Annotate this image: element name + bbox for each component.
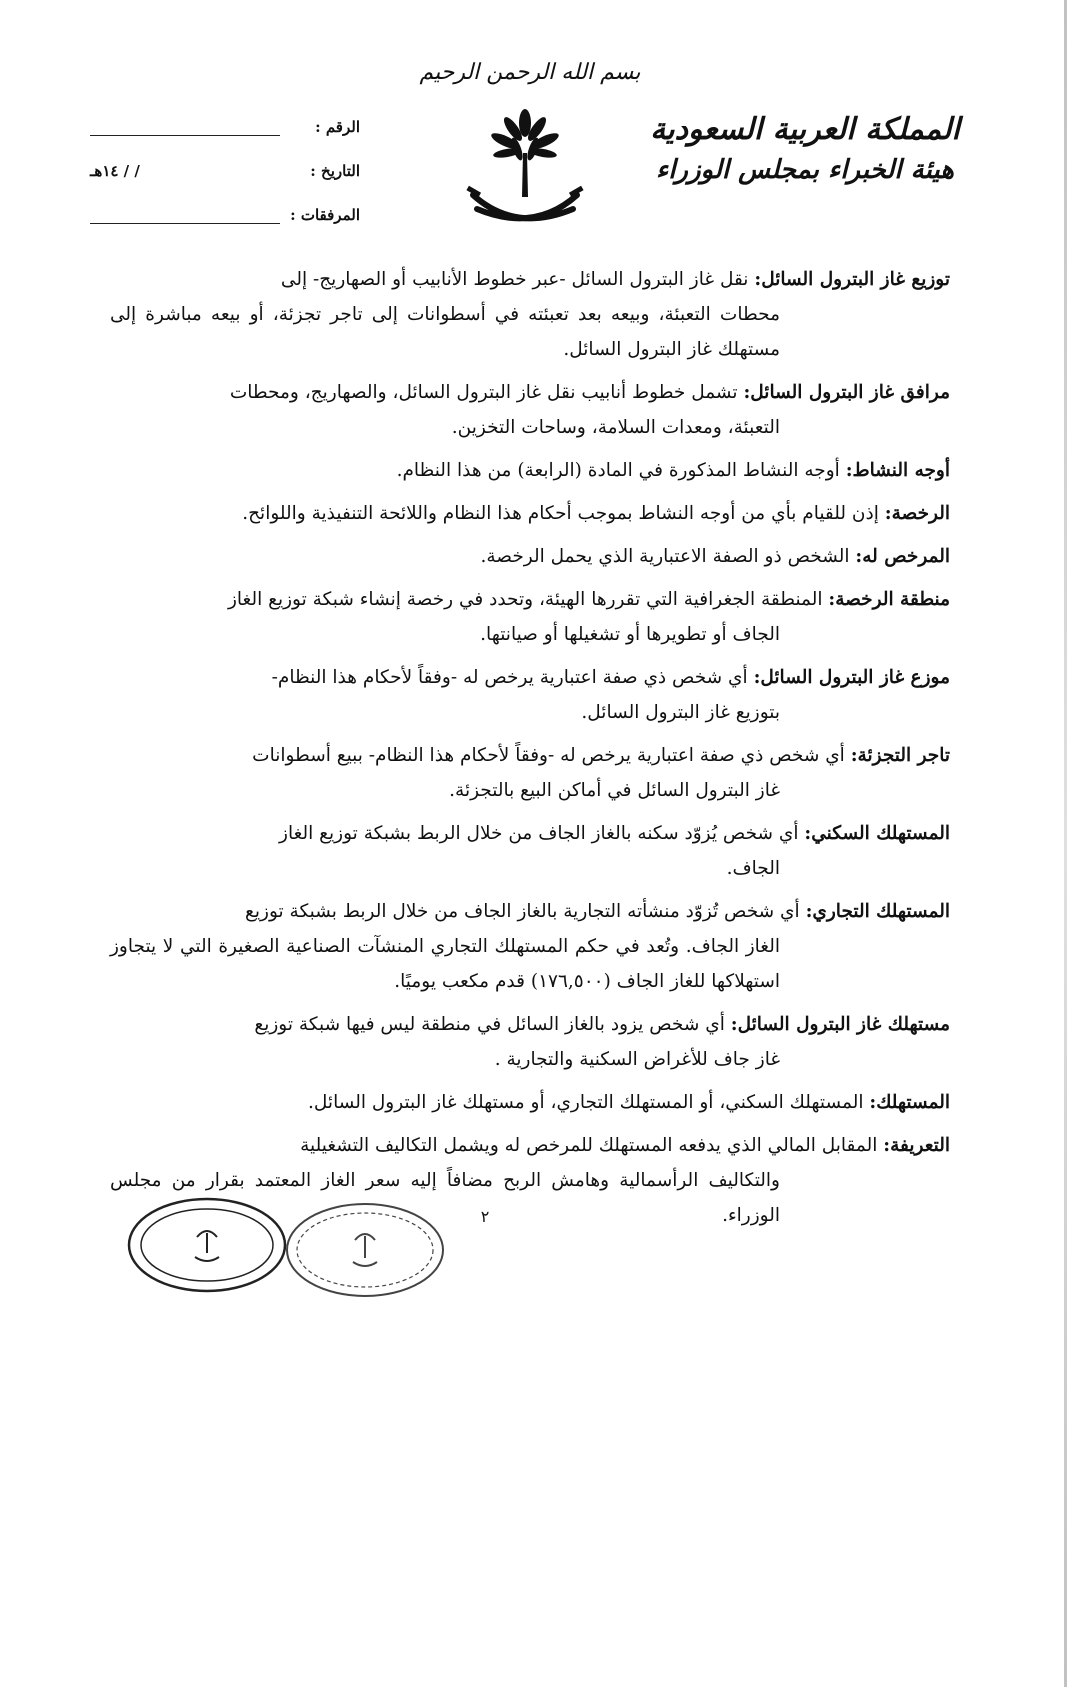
definition-entry xyxy=(110,582,950,652)
definition-entry xyxy=(110,816,950,886)
definition-continuation: غاز جاف للأغراض السكنية والتجارية . xyxy=(494,1049,780,1070)
definition-text: أي شخص يزود بالغاز السائل في منطقة ليس فيها شبكة توزيع xyxy=(254,1014,725,1035)
definitions-list xyxy=(110,262,950,1241)
basmala: بسم الله الرحمن الرحيم xyxy=(419,60,641,85)
definition-entry xyxy=(110,660,950,730)
date-row xyxy=(90,156,360,186)
definition-continuation: الجاف أو تطويرها أو تشغيلها أو صيانتها. xyxy=(480,624,780,645)
ref-number-row xyxy=(90,112,360,142)
ref-number-line xyxy=(90,119,280,136)
definition-continuation: غاز البترول السائل في أماكن البيع بالتجزئة. xyxy=(449,780,780,801)
definition-text: إذن للقيام بأي من أوجه النشاط بموجب أحكام هذا النظام واللائحة التنفيذية واللوائح. xyxy=(242,503,879,524)
definition-continuation: التعبئة، ومعدات السلامة، وساحات التخزين. xyxy=(451,417,780,438)
definition-term: تاجر التجزئة: xyxy=(850,745,950,766)
definition-continuation: محطات التعبئة، وبيعه بعد تعبئته في أسطوانات إلى تاجر تجزئة، أو بيعه مباشرة إلى مستهلك غاز البترول السائل. xyxy=(110,304,780,360)
definition-term: موزع غاز البترول السائل: xyxy=(753,667,950,688)
attachments-row xyxy=(90,200,360,230)
page-number: ٢ xyxy=(480,1207,490,1226)
date-value: / / ١٤هـ xyxy=(90,162,140,180)
definition-text: أي شخص يُزوّد سكنه بالغاز الجاف من خلال الربط بشبكة توزيع الغاز xyxy=(279,823,799,844)
definition-term: المستهلك التجاري: xyxy=(805,901,950,922)
experts-bureau-stamp-icon xyxy=(283,1200,448,1300)
definition-continuation: بتوزيع غاز البترول السائل. xyxy=(581,702,780,723)
attachments-label: المرفقات : xyxy=(290,206,360,224)
definition-text: المستهلك السكني، أو المستهلك التجاري، أو مستهلك غاز البترول السائل. xyxy=(308,1092,864,1113)
definition-entry xyxy=(110,262,950,367)
definition-term: أوجه النشاط: xyxy=(845,460,950,481)
definition-text: المنطقة الجغرافية التي تقررها الهيئة، وتحدد في رخصة إنشاء شبكة توزيع الغاز xyxy=(227,589,823,610)
definition-term: المستهلك: xyxy=(869,1092,950,1113)
definition-text: أي شخص تُزوّد منشأته التجارية بالغاز الجاف من خلال الربط بشبكة توزيع xyxy=(245,901,800,922)
definition-term: مستهلك غاز البترول السائل: xyxy=(730,1014,950,1035)
definition-term: المرخص له: xyxy=(855,546,950,567)
definition-continuation: الجاف. xyxy=(726,858,780,879)
definition-term: توزيع غاز البترول السائل: xyxy=(754,269,950,290)
definition-term: المستهلك السكني: xyxy=(804,823,950,844)
definition-entry xyxy=(110,539,950,574)
definition-continuation: الغاز الجاف. وتُعد في حكم المستهلك التجاري المنشآت الصناعية الصغيرة التي لا يتجاوز استهلاكها للغاز الجاف (١٧٦,٥٠٠) قدم مكعب يوميًا. xyxy=(110,936,780,992)
definition-entry xyxy=(110,894,950,999)
definition-text: تشمل خطوط أنابيب نقل غاز البترول السائل، والصهاريج، ومحطات xyxy=(229,382,738,403)
definition-text: نقل غاز البترول السائل -عبر خطوط الأنابيب أو الصهاريج- إلى xyxy=(280,269,749,290)
kingdom-title: المملكة العربية السعودية xyxy=(650,112,960,147)
definition-term: مرافق غاز البترول السائل: xyxy=(743,382,950,403)
definition-continuation: والتكاليف الرأسمالية وهامش الربح مضافاً إليه سعر الغاز المعتمد بقرار من مجلس الوزراء. xyxy=(110,1170,780,1226)
definition-term: الرخصة: xyxy=(884,503,950,524)
definition-text: المقابل المالي الذي يدفعه المستهلك للمرخص له ويشمل التكاليف التشغيلية xyxy=(300,1135,878,1156)
definition-entry xyxy=(110,496,950,531)
definition-text: أي شخص ذي صفة اعتبارية يرخص له -وفقاً لأحكام هذا النظام- ببيع أسطوانات xyxy=(252,745,845,766)
definition-term: التعريفة: xyxy=(883,1135,950,1156)
definition-entry xyxy=(110,453,950,488)
definition-entry xyxy=(110,1085,950,1120)
definition-term: منطقة الرخصة: xyxy=(828,589,950,610)
definition-entry xyxy=(110,1007,950,1077)
council-secretariat-stamp-icon xyxy=(125,1195,290,1295)
ref-number-label: الرقم : xyxy=(315,118,360,136)
saudi-emblem-icon xyxy=(455,105,595,240)
definition-text: أوجه النشاط المذكورة في المادة (الرابعة) من هذا النظام. xyxy=(396,460,840,481)
definition-entry xyxy=(110,375,950,445)
definition-text: الشخص ذو الصفة الاعتبارية الذي يحمل الرخصة. xyxy=(480,546,850,567)
definition-entry xyxy=(110,738,950,808)
attachments-line xyxy=(90,207,280,224)
definition-text: أي شخص ذي صفة اعتبارية يرخص له -وفقاً لأحكام هذا النظام- xyxy=(271,667,748,688)
bureau-title: هيئة الخبراء بمجلس الوزراء xyxy=(655,155,954,185)
date-label: التاريخ : xyxy=(310,162,360,180)
reference-block xyxy=(90,112,360,244)
